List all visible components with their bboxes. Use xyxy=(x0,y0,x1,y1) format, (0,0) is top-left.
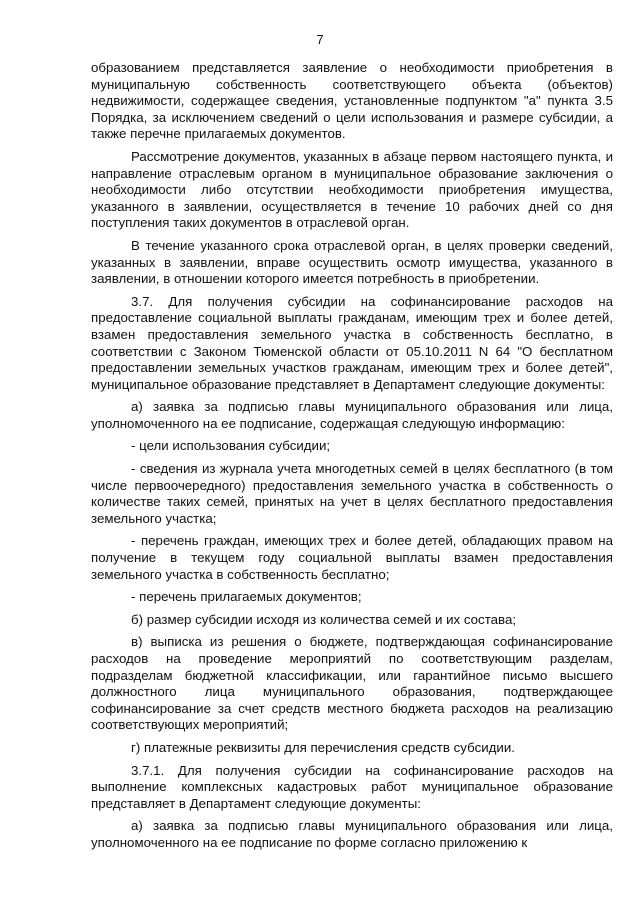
paragraph: - цели использования субсидии; xyxy=(131,438,331,454)
paragraph: в) выписка из решения о бюджете, подтверждающая софинансирование расходов на проведение мероприятий по соответствующим разделам, подразделам бюджетной классификации, или гарантийное письмо высшего должностного лица муниципального образования, подтверждающее софинансирование за счет средств местного бюджета расходов на реализацию соответствующих мероприятий; xyxy=(91,634,613,733)
paragraph: 3.7. Для получения субсидии на софинансирование расходов на предоставление социальной выплаты гражданам, имеющим трех и более детей, взамен предоставления земельного участка в собственность бесплатно, в соответствии с Законом Тюменской области от 05.10.2011 N 64 "О бесплатном предоставлении земельных участков гражданам, имеющим трех и более детей", муниципальное образование представляет в Департамент следующие документы: xyxy=(91,293,613,392)
paragraph: - перечень прилагаемых документов; xyxy=(131,589,362,605)
paragraph: В течение указанного срока отраслевой орган, в целях проверки сведений, указанных в заявлении, вправе осуществить осмотр имущества, указанного в заявлении, в отношении которого имеется потребность в приобретении. xyxy=(91,237,613,287)
paragraph: 3.7.1. Для получения субсидии на софинансирование расходов на выполнение комплексных кадастровых работ муниципальное образование представляет в Департамент следующие документы: xyxy=(91,762,613,811)
paragraph: б) размер субсидии исходя из количества семей и их состава; xyxy=(131,611,517,627)
paragraph: а) заявка за подписью главы муниципального образования или лица, уполномоченного на ее подписание по форме согласно приложению к xyxy=(91,818,613,850)
paragraph: г) платежные реквизиты для перечисления средств субсидии. xyxy=(131,739,515,755)
paragraph: а) заявка за подписью главы муниципального образования или лица, уполномоченного на ее подписание, содержащая следующую информацию: xyxy=(91,399,613,431)
paragraph: - сведения из журнала учета многодетных семей в целях бесплатного (в том числе первоочередного) предоставления земельного участка в собственность о количестве таких семей, принятых на учет в целях бесплатного предоставления земельного участка; xyxy=(91,461,613,526)
page-number: 7 xyxy=(316,32,324,47)
document-body xyxy=(91,60,613,858)
paragraph: образованием представляется заявление о необходимости приобретения в муниципальную собственность соответствующего объекта (объектов) недвижимости, содержащее сведения, установленные подпунктом "а" пункта 3.5 Порядка, за исключением сведений о цели использования и размере субсидии, а также перечне прилагаемых документов. xyxy=(91,60,613,142)
paragraph: Рассмотрение документов, указанных в абзаце первом настоящего пункта, и направление отраслевым органом в муниципальное образование заключения о необходимости либо отсутствии необходимости приобретения имущества, указанного в заявлении, осуществляется в течение 10 рабочих дней со дня поступления таких документов в отраслевой орган. xyxy=(91,148,613,231)
paragraph: - перечень граждан, имеющих трех и более детей, обладающих правом на получение в текущем году социальной выплаты взамен предоставления земельного участка в собственность бесплатно; xyxy=(91,533,613,582)
